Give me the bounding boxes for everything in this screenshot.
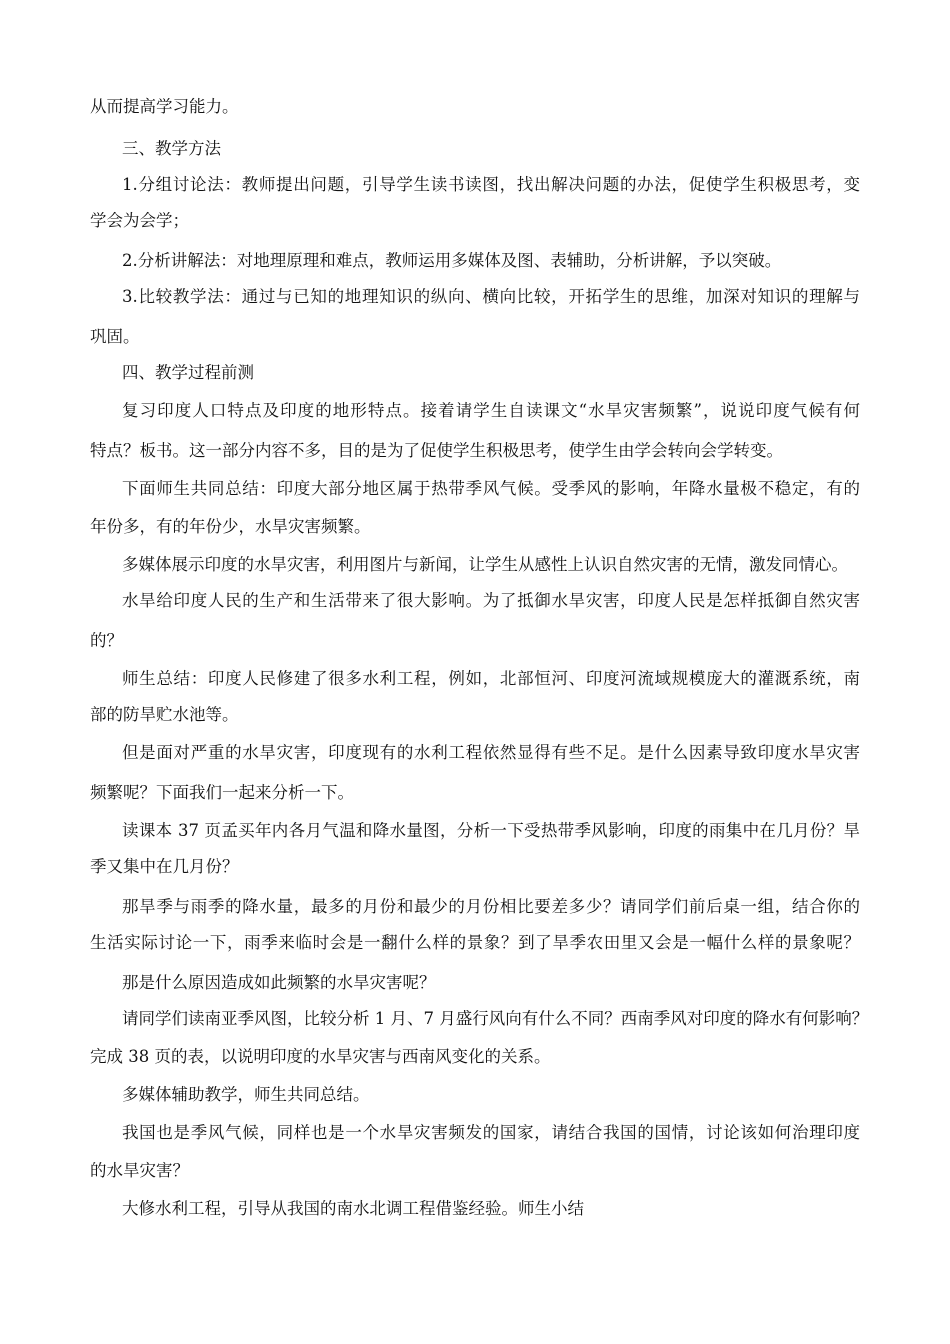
text-line: 师生总结：印度人民修建了很多水利工程，例如，北部恒河、印度河流域规模庞大的灌溉系统，南 [122, 669, 860, 688]
text-line: 多媒体辅助教学，师生共同总结。 [122, 1085, 370, 1104]
text-line: 但是面对严重的水旱灾害，印度现有的水利工程依然显得有些不足。是什么因素导致印度水旱灾害 [122, 743, 860, 762]
text-line: 我国也是季风气候，同样也是一个水旱灾害频发的国家，请结合我国的国情，讨论该如何治理印度 [122, 1123, 860, 1142]
text-line: 请同学们读南亚季风图，比较分析 1 月、7 月盛行风向有什么不同？西南季风对印度的降水有何影响？ [122, 1009, 869, 1028]
section-heading: 三、教学方法 [122, 139, 221, 158]
text-line: 那是什么原因造成如此频繁的水旱灾害呢？ [122, 973, 436, 992]
text-line: 完成 38 页的表，以说明印度的水旱灾害与西南风变化的关系。 [90, 1047, 551, 1066]
text-line: 从而提高学习能力。 [90, 97, 239, 116]
text-line: 读课本 37 页孟买年内各月气温和降水量图，分析一下受热带季风影响，印度的雨集中在几月份？旱 [122, 821, 860, 840]
text-line: 水旱给印度人民的生产和生活带来了很大影响。为了抵御水旱灾害，印度人民是怎样抵御自然灾害 [122, 591, 860, 610]
text-line: 多媒体展示印度的水旱灾害，利用图片与新闻，让学生从感性上认识自然灾害的无情，激发同情心。 [122, 555, 848, 574]
text-line: 频繁呢？下面我们一起来分析一下。 [90, 783, 354, 802]
text-line: 大修水利工程，引导从我国的南水北调工程借鉴经验。师生小结 [122, 1199, 584, 1218]
section-heading: 四、教学过程前测 [122, 363, 254, 382]
text-line: 的？ [90, 631, 123, 650]
text-line: 复习印度人口特点及印度的地形特点。接着请学生自读课文“水旱灾害频繁”，说说印度气候有何 [122, 401, 860, 420]
text-line: 3.比较教学法：通过与已知的地理知识的纵向、横向比较，开拓学生的思维，加深对知识的理解与 [122, 287, 860, 306]
text-line: 下面师生共同总结：印度大部分地区属于热带季风气候。受季风的影响，年降水量极不稳定，有的 [122, 479, 860, 498]
text-line: 的水旱灾害？ [90, 1161, 189, 1180]
text-line: 年份多，有的年份少，水旱灾害频繁。 [90, 517, 371, 536]
text-line: 巩固。 [90, 327, 140, 346]
text-line: 学会为会学； [90, 211, 189, 230]
text-line: 生活实际讨论一下，雨季来临时会是一翻什么样的景象？到了旱季农田里又会是一幅什么样的景象呢？ [90, 933, 860, 952]
text-line: 特点？板书。这一部分内容不多，目的是为了促使学生积极思考，使学生由学会转向会学转变。 [90, 441, 783, 460]
text-line: 2.分析讲解法：对地理原理和难点，教师运用多媒体及图、表辅助，分析讲解，予以突破。 [122, 251, 782, 270]
text-line: 部的防旱贮水池等。 [90, 705, 239, 724]
text-line: 季又集中在几月份？ [90, 857, 239, 876]
text-line: 1.分组讨论法：教师提出问题，引导学生读书读图，找出解决问题的办法，促使学生积极思考，变 [122, 175, 860, 194]
text-line: 那旱季与雨季的降水量，最多的月份和最少的月份相比要差多少？请同学们前后桌一组，结合你的 [122, 897, 860, 916]
